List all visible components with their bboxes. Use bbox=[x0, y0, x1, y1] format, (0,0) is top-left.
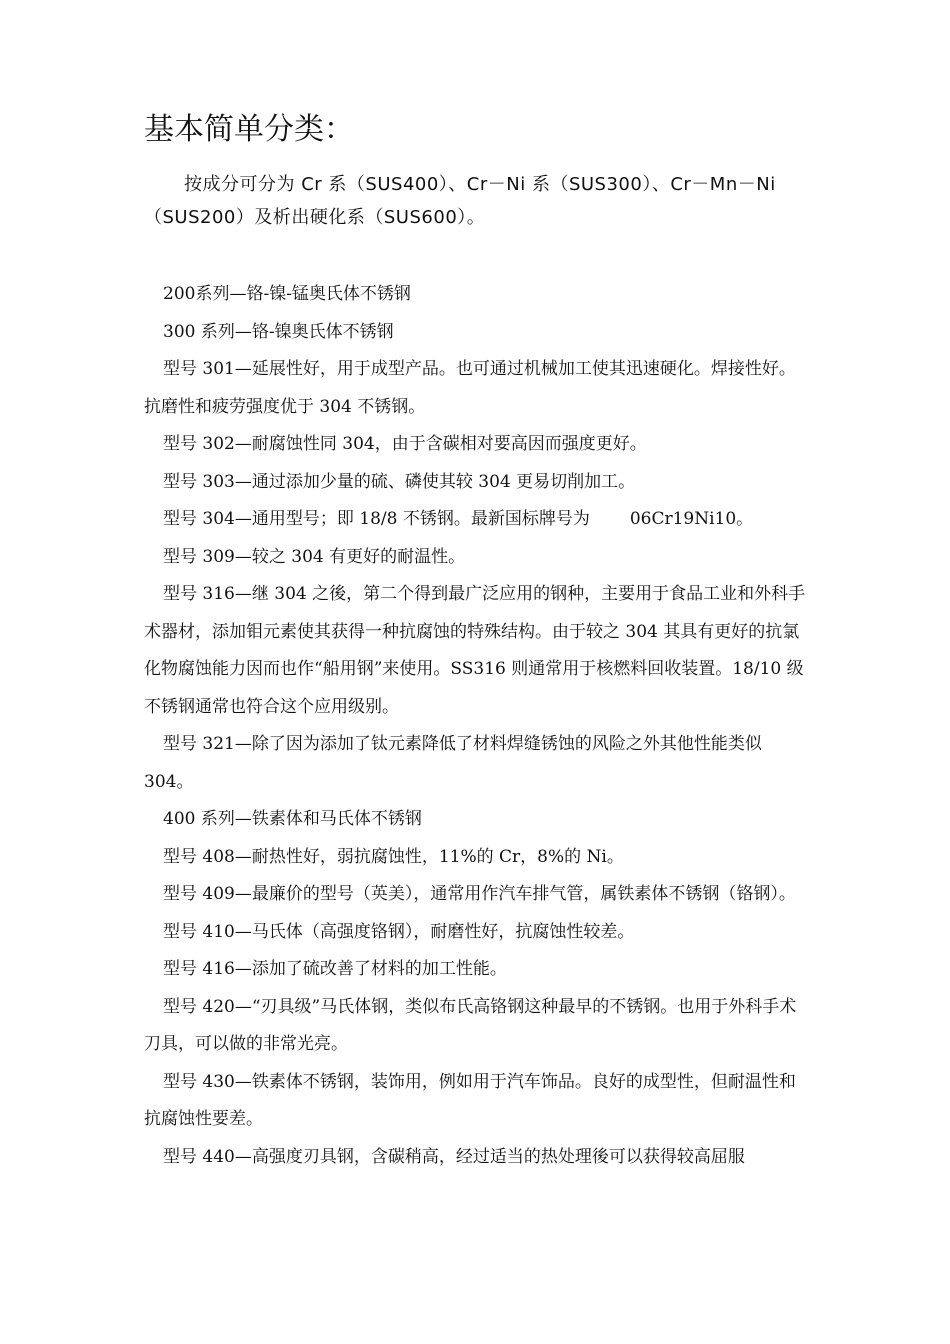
paragraph-321: 型号 321—除了因为添加了钛元素降低了材料焊缝锈蚀的风险之外其他性能类似 304。 bbox=[144, 734, 762, 792]
grade-code: 06Cr19Ni10。 bbox=[629, 509, 754, 529]
paragraph-408: 型号 408—耐热性好，弱抗腐蚀性，11%的 Cr，8%的 Ni。 bbox=[163, 846, 624, 867]
paragraph-303: 型号 303—通过添加少量的硫、磷使其较 304 更易切削加工。 bbox=[163, 471, 636, 492]
paragraph-409: 型号 409—最廉价的型号（英美），通常用作汽车排气管，属铁素体不锈钢（铬钢）。 bbox=[163, 884, 796, 904]
paragraph-304 bbox=[144, 501, 812, 539]
paragraph-400-series: 400 系列—铁素体和马氏体不锈钢 bbox=[163, 809, 422, 829]
paragraph-304-text: 型号 304—通用型号；即 18/8 不锈钢。最新国标牌号为 bbox=[163, 509, 590, 529]
paragraph-416: 型号 416—添加了硫改善了材料的加工性能。 bbox=[163, 959, 507, 979]
intro-paragraph: 按成分可分为 Cr 系（SUS400）、Cr－Ni 系（SUS300）、Cr－Mn－Ni（SUS200）及析出硬化系（SUS600）。 bbox=[144, 174, 776, 228]
paragraph-300-series: 300 系列—铬-镍奥氏体不锈钢 bbox=[163, 321, 394, 342]
page-title: 基本简单分类： bbox=[144, 112, 354, 147]
paragraph-430: 型号 430—铁素体不锈钢，装饰用，例如用于汽车饰品。良好的成型性，但耐温性和抗腐蚀性要差。 bbox=[144, 1071, 796, 1129]
paragraph-200-series: 200系列—铬-镍-锰奥氏体不锈钢 bbox=[163, 284, 411, 304]
paragraph-316: 型号 316—继 304 之後，第二个得到最广泛应用的钢种，主要用于食品工业和外科手术器材，添加钼元素使其获得一种抗腐蚀的特殊结构。由于较之 304 其具有更好的抗氯化物腐蚀能力因而也作“船用钢”来使用。SS316 则通常用于核燃料回收装置。18/10 级不锈钢通常也符合这个应用级别。 bbox=[144, 584, 806, 717]
paragraph-302: 型号 302—耐腐蚀性同 304，由于含碳相对要高因而强度更好。 bbox=[163, 434, 647, 454]
paragraph-410: 型号 410—马氏体（高强度铬钢），耐磨性好，抗腐蚀性较差。 bbox=[163, 921, 635, 942]
paragraph-420: 型号 420—“刃具级”马氏体钢，类似布氏高铬钢这种最早的不锈钢。也用于外科手术刀具，可以做的非常光亮。 bbox=[144, 996, 797, 1054]
paragraph-440: 型号 440—高强度刃具钢，含碳稍高，经过适当的热处理後可以获得较高屈服 bbox=[163, 1146, 745, 1167]
paragraph-301: 型号 301—延展性好，用于成型产品。也可通过机械加工使其迅速硬化。焊接性好。抗磨性和疲劳强度优于 304 不锈钢。 bbox=[144, 359, 796, 417]
body-text bbox=[144, 276, 812, 1176]
paragraph-309: 型号 309—较之 304 有更好的耐温性。 bbox=[163, 546, 466, 567]
